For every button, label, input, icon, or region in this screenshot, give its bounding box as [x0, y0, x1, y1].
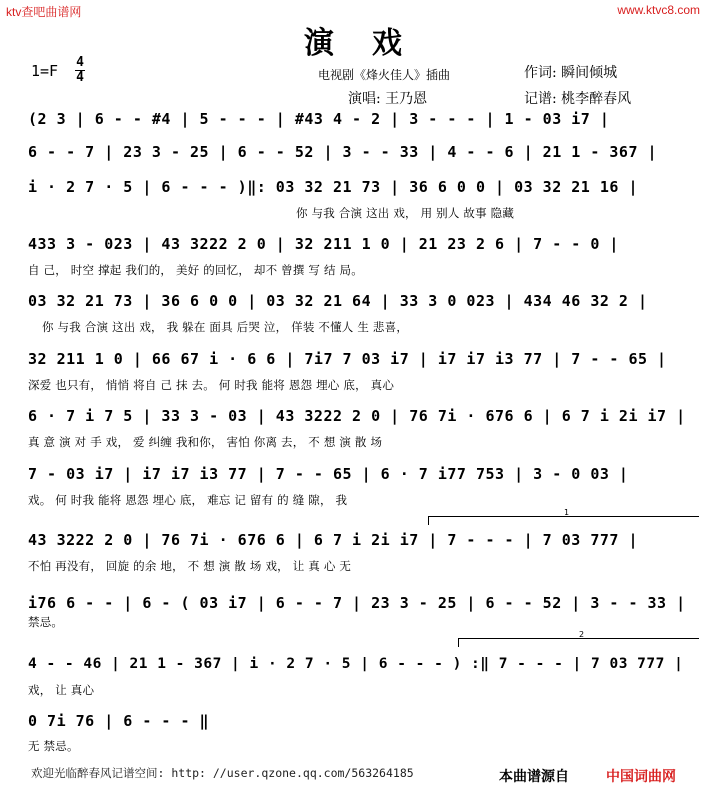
song-title: 演戏	[304, 26, 440, 61]
lyrics-row-3: 你 与我 合演 这出 戏， 用 别人 故事 隐藏	[296, 206, 515, 220]
lyrics-row-9: 不怕 再没有， 回旋 的余 地， 不 想 演 散 场 戏， 让 真 心 无	[28, 559, 352, 573]
notation-row-10: i76 6 - - | 6 - ( 03 i7 | 6 - - 7 | 23 3 - 25 | 6 - - 52 | 3 - - 33 |	[28, 594, 686, 612]
notation-row-9: 43 3222 2 0 | 76 7i · 676 6 | 6 7 i 2i i7 | 7 - - - | 7 03 777 |	[28, 531, 638, 549]
lyrics-row-6: 深爱 也只有， 悄悄 将自 己 抹 去。 何 时我 能将 恩怨 埋心 底， 真心	[28, 378, 395, 392]
volta-bracket-2	[458, 630, 699, 647]
volta-number-1: 1	[564, 508, 570, 517]
transcriber: 记谱: 桃李醉春风	[524, 91, 632, 107]
notation-row-12: 0 7i 76 | 6 - - - ‖	[28, 712, 210, 730]
time-signature-bottom: 4	[76, 70, 84, 85]
lyrics-row-10: 禁忌。	[28, 615, 64, 629]
key-signature: 1=F	[31, 62, 59, 80]
notation-row-8: 7 - 03 i7 | i7 i7 i3 77 | 7 - - 65 | 6 · 7 i77 753 | 3 - 0 03 |	[28, 465, 629, 483]
lyrics-row-12: 无 禁忌。	[28, 739, 79, 753]
lyrics-row-5: 你 与我 合演 这出 戏， 我 躲在 面具 后哭 泣， 佯装 不懂人 生 悲喜，	[42, 320, 409, 334]
notation-row-7: 6 · 7 i 7 5 | 33 3 - 03 | 43 3222 2 0 | 76 7i · 676 6 | 6 7 i 2i i7 |	[28, 407, 686, 425]
lyrics-row-4: 自 己， 时空 撑起 我们的， 美好 的回忆， 却不 曾撰 写 结 局。	[28, 263, 363, 277]
time-signature-top: 4	[76, 55, 84, 70]
notation-row-11: 4 - - 46 | 21 1 - 367 | i · 2 7 · 5 | 6 - - - ) :‖ 7 - - - | 7 03 777 |	[28, 656, 684, 672]
notation-row-3: i · 2 7 · 5 | 6 - - - )‖: 03 32 21 73 | 36 6 0 0 | 03 32 21 16 |	[28, 178, 638, 196]
watermark-left: ktv查吧曲谱网	[6, 5, 82, 19]
notation-row-2: 6 - - 7 | 23 3 - 25 | 6 - - 52 | 3 - - 33 | 4 - - 6 | 21 1 - 367 |	[28, 143, 658, 161]
notation-row-6: 32 211 1 0 | 66 67 i · 6 6 | 7i7 7 03 i7 | i7 i7 i3 77 | 7 - - 65 |	[28, 350, 667, 368]
source-site: 中国词曲网	[606, 769, 676, 785]
lyrics-row-11: 戏， 让 真心	[28, 683, 95, 697]
footer-note: 欢迎光临醉春风记谱空间: http: //user.qzone.qq.com/563264185	[31, 766, 414, 780]
volta-number-2: 2	[579, 630, 585, 639]
lyrics-row-7: 真 意 演 对 手 戏， 爱 纠缠 我和你， 害怕 你离 去， 不 想 演 散 场	[28, 435, 383, 449]
lyricist: 作词: 瞬间倾城	[524, 65, 618, 81]
notation-row-5: 03 32 21 73 | 36 6 0 0 | 03 32 21 64 | 33 3 0 023 | 434 46 32 2 |	[28, 292, 648, 310]
notation-row-4: 433 3 - 023 | 43 3222 2 0 | 32 211 1 0 | 21 23 2 6 | 7 - - 0 |	[28, 235, 619, 253]
source-label: 本曲谱源自	[499, 769, 569, 785]
time-signature	[75, 57, 85, 84]
notation-row-1: (2 3 | 6 - - #4 | 5 - - - | #43 4 - 2 | 3 - - - | 1 - 03 i7 |	[28, 110, 610, 128]
watermark-right: www.ktvc8.com	[617, 3, 700, 17]
subtitle: 电视剧《烽火佳人》插曲	[318, 68, 451, 82]
lyrics-row-8: 戏。 何 时我 能将 恩怨 埋心 底， 难忘 记 留有 的 缝 隙， 我	[28, 493, 348, 507]
volta-bracket-1	[428, 508, 699, 525]
singer: 演唱: 王乃恩	[348, 91, 428, 107]
